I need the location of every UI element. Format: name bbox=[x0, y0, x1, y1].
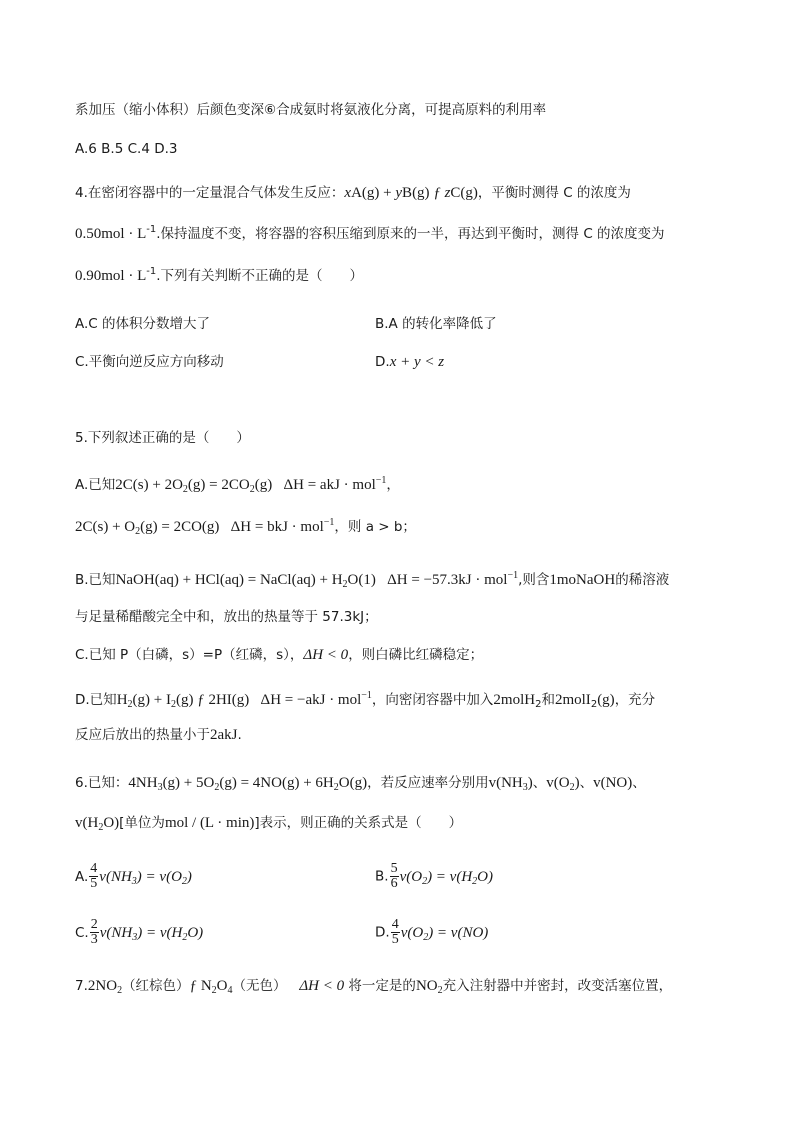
q6-stem-line2: $v(H_2O)$[单位为mol / (L · min)]表示，则正确的关系式是（ ） bbox=[75, 815, 463, 833]
q3-line: 系加压（缩小体积）后颜色变深⑥合成氨时将氨液化分离，可提高原料的利用率 bbox=[75, 102, 547, 118]
q3-options: A.6 B.5 C.4 D.3 bbox=[75, 141, 178, 157]
q6-options-row2 bbox=[75, 917, 489, 947]
q4-stem-line3: $0.90mol \cdot L^{-1}$.下列有关判断不正确的是（ ） bbox=[75, 266, 364, 284]
q4-option-a[interactable]: A.C 的体积分数增大了 bbox=[75, 316, 211, 332]
q6-option-c[interactable]: C. $\frac{2}{3}$ $v(NH_3) = v(H_2O)$ bbox=[75, 917, 204, 947]
q5-option-d-line2: 反应后放出的热量小于2akJ. bbox=[75, 727, 242, 743]
q4-option-c[interactable]: C.平衡向逆反应方向移动 bbox=[75, 354, 224, 370]
q6-option-d[interactable]: D. $\frac{4}{5}$ $v(O_2) = v(NO)$ bbox=[375, 917, 489, 947]
q5-option-c[interactable]: C.已知 P（白磷，s）=P（红磷，s），ΔH < 0，则白磷比红磷稳定； bbox=[75, 647, 484, 663]
q4-option-b[interactable]: B.A 的转化率降低了 bbox=[375, 316, 497, 332]
q5-stem: 5.下列叙述正确的是（ ） bbox=[75, 430, 250, 446]
q4-option-d[interactable]: D.x + y < z bbox=[375, 354, 445, 370]
q6-option-b[interactable]: B. $\frac{5}{6}$ $v(O_2) = v(H_2O)$ bbox=[375, 861, 493, 891]
q6-option-a[interactable]: A. $\frac{4}{5}$ $v(NH_3) = v(O_2)$ bbox=[75, 861, 192, 891]
q7-stem: $7.2NO_2$（红棕色）ƒ $N_2O_4$（无色） ΔH < 0 将一定是的$NO_2$充入注射器中并密封，改变活塞位置， bbox=[75, 978, 673, 996]
q4-stem-line1: 4.在密闭容器中的一定量混合气体发生反应：xA(g) + yB(g) ƒ zC(g)，平衡时测得 C 的浓度为 bbox=[75, 185, 631, 201]
q4-options-row1 bbox=[75, 314, 497, 334]
q5-option-b-line1[interactable]: B.已知NaOH(aq) + HCl(aq) = NaCl(aq) + $H_2O(1)$ ΔH = −57.3kJ · mol$^{-1}$,则含1moNaOH的稀溶液 bbox=[75, 570, 670, 590]
q4-equation: xA(g) + yB(g) ƒ zC(g) bbox=[344, 185, 478, 201]
q6-options-row1 bbox=[75, 861, 493, 891]
q5-option-a-line1[interactable]: A.已知$2C(s) + 2O_2(g) = 2CO_2(g)$ ΔH = akJ · mol$^{-1}$， bbox=[75, 475, 400, 495]
q5-option-b-line2: 与足量稀醋酸完全中和，放出的热量等于 57.3kJ； bbox=[75, 609, 378, 625]
q5-option-a-line2: $2C(s) + O_2(g) = 2CO(g)$ ΔH = bkJ · mol$^{-1}$，则 a > b； bbox=[75, 517, 416, 537]
q6-stem-line1: 6.已知：$4NH_3(g) + 5O_2(g) = 4NO(g) + 6H_2O(g)$，若反应速率分别用$v(NH_3)$、$v(O_2)$、v(NO)、 bbox=[75, 775, 646, 793]
q5-option-d-line1[interactable]: D.已知$H_2(g) + I_2(g)$ ƒ 2HI(g) ΔH = −akJ · mol$^{-1}$，向密闭容器中加入2molH$_2$和2molI$_2$(g)，充分 bbox=[75, 690, 656, 710]
q4-stem-line2: $0.50mol \cdot L^{-1}$.保持温度不变，将容器的容积压缩到原来的一半，再达到平衡时，测得 C 的浓度变为 bbox=[75, 224, 665, 242]
q4-options-row2 bbox=[75, 352, 445, 372]
